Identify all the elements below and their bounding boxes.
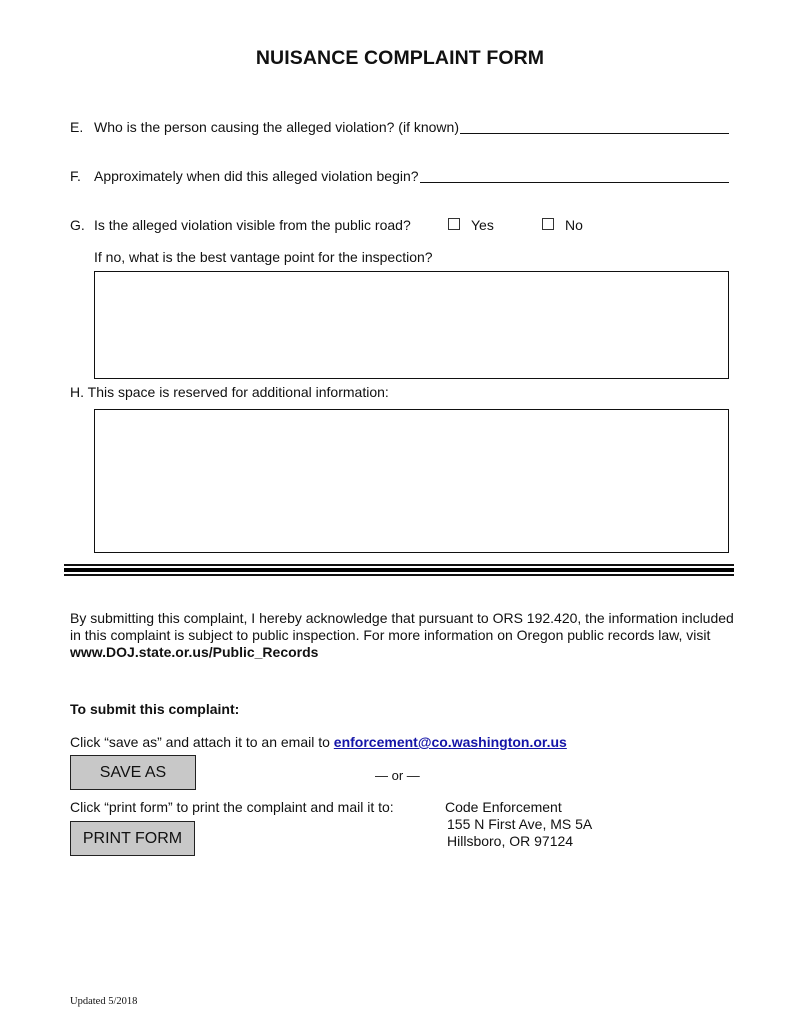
divider-top-line <box>64 564 734 566</box>
question-f-label: Approximately when did this alleged violation begin? <box>94 168 419 184</box>
print-instruction: Click “print form” to print the complaint and mail it to: <box>70 799 394 815</box>
question-h <box>70 384 389 401</box>
print-form-button[interactable]: PRINT FORM <box>70 821 195 856</box>
question-g <box>70 217 411 234</box>
email-instruction <box>70 734 567 751</box>
question-g-label: Is the alleged violation visible from the public road? <box>94 217 411 233</box>
yes-checkbox[interactable] <box>448 218 460 230</box>
question-h-letter: H. <box>70 384 84 400</box>
page-title: NUISANCE COMPLAINT FORM <box>255 47 545 69</box>
question-e-label: Who is the person causing the alleged violation? (if known) <box>94 119 459 135</box>
email-link[interactable]: enforcement@co.washington.or.us <box>333 734 567 750</box>
address-line-2: 155 N First Ave, MS 5A <box>447 816 593 832</box>
question-f <box>70 168 419 185</box>
updated-date: Updated 5/2018 <box>70 996 138 1007</box>
acknowledgement-line-2: in this complaint is subject to public inspection. For more information on Oregon public records law, visit <box>70 627 711 643</box>
no-checkbox[interactable] <box>542 218 554 230</box>
divider-thick-line <box>64 568 734 572</box>
question-e <box>70 119 459 136</box>
vantage-point-textbox[interactable] <box>94 271 729 379</box>
mailing-address <box>445 799 592 850</box>
acknowledgement <box>70 610 740 661</box>
address-line-3: Hillsboro, OR 97124 <box>447 833 574 849</box>
save-as-button[interactable]: SAVE AS <box>70 755 196 790</box>
submit-heading: To submit this complaint: <box>70 701 240 717</box>
yes-label: Yes <box>471 217 494 233</box>
question-e-letter: E. <box>70 119 84 135</box>
email-instruction-text: Click “save as” and attach it to an email to <box>70 734 330 750</box>
vantage-point-label: If no, what is the best vantage point for the inspection? <box>94 249 433 265</box>
no-label: No <box>565 217 583 233</box>
address-line-1: Code Enforcement <box>445 799 562 815</box>
violation-start-date-field[interactable] <box>420 182 729 183</box>
question-h-label: This space is reserved for additional information: <box>87 384 389 400</box>
person-causing-violation-field[interactable] <box>460 133 729 134</box>
question-g-letter: G. <box>70 217 85 233</box>
divider-bottom-line <box>64 574 734 576</box>
acknowledgement-line-1: By submitting this complaint, I hereby acknowledge that pursuant to ORS 192.420, the information included <box>70 610 734 626</box>
or-separator: — or — <box>375 768 420 783</box>
question-f-letter: F. <box>70 168 81 184</box>
public-records-link[interactable]: www.DOJ.state.or.us/Public_Records <box>70 644 319 660</box>
additional-info-textbox[interactable] <box>94 409 729 553</box>
